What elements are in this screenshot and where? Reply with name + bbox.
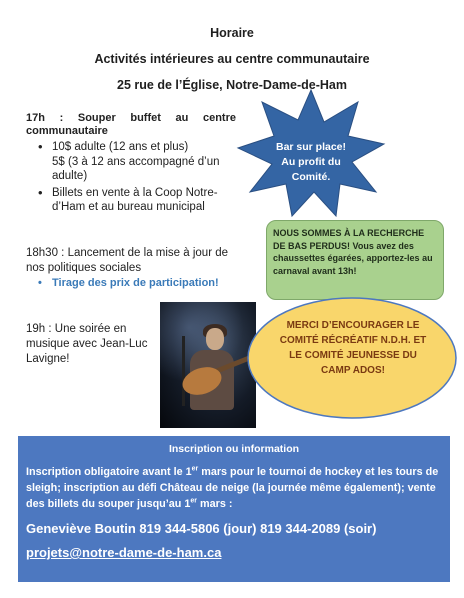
supper-title-cont: communautaire bbox=[26, 125, 108, 137]
info-body-sup1: er bbox=[191, 465, 199, 473]
tickets-info: • Billets en vente à la Coop Notre-d’Ham et au bureau municipal bbox=[40, 186, 236, 215]
info-body-part2: mars pour le tournoi de hockey et les tours de sleigh; inscription au défi Château de neige (la journée même également); vente des billets du souper jusqu’au 1 bbox=[26, 466, 439, 510]
starburst-line2: Au profit du bbox=[281, 156, 341, 168]
evening-text: 19h : Une soirée en musique avec Jean-Luc Lavigne! bbox=[26, 323, 148, 365]
info-body-part3: mars : bbox=[197, 498, 233, 510]
musician-photo bbox=[160, 302, 256, 428]
lost-items-box: NOUS SOMMES À LA RECHERCHE DE BAS PERDUS! Vous avez des chaussettes égarées, apportez-les au carnaval avant 13h! bbox=[266, 220, 444, 300]
info-title: Inscription ou information bbox=[168, 443, 300, 455]
info-panel bbox=[18, 436, 450, 582]
starburst-text bbox=[268, 140, 354, 185]
email-link[interactable]: projets@notre-dame-de-ham.ca bbox=[26, 545, 222, 560]
supper-heading bbox=[26, 112, 236, 125]
microphone-stand bbox=[182, 336, 185, 406]
price-adult: • 10$ adulte (12 ans et plus) bbox=[40, 140, 236, 155]
musician-head bbox=[206, 328, 224, 350]
contact-line: Geneviève Boutin 819 344-5806 (jour) 819 344-2089 (soir) bbox=[26, 521, 377, 536]
tickets-list bbox=[40, 186, 236, 215]
supper-list bbox=[40, 140, 236, 155]
supper-time: 17h : bbox=[26, 112, 64, 124]
header-title: Horaire bbox=[210, 26, 254, 40]
starburst-line1: Bar sur place! bbox=[275, 141, 347, 153]
policies-section bbox=[26, 246, 236, 291]
header-subtitle: Activités intérieures au centre communautaire bbox=[94, 52, 370, 66]
price-child: 5$ (3 à 12 ans accompagné d’un adulte) bbox=[52, 155, 220, 182]
header bbox=[0, 20, 464, 98]
supper-section bbox=[26, 112, 236, 215]
starburst-line3: Comité. bbox=[291, 171, 331, 183]
header-address: 25 rue de l’Église, Notre-Dame-de-Ham bbox=[117, 78, 347, 92]
prize-draw: • Tirage des prix de participation! bbox=[40, 276, 236, 291]
supper-title: Souper buffet au centre bbox=[77, 112, 236, 124]
policies-text: 18h30 : Lancement de la mise à jour de nos politiques sociales bbox=[26, 247, 229, 274]
info-body-sup2: er bbox=[190, 497, 198, 505]
info-body-part1: Inscription obligatoire avant le 1 bbox=[26, 466, 192, 478]
info-body bbox=[26, 464, 442, 512]
thanks-text: MERCI D’ENCOURAGER LE COMITÉ RÉCRÉATIF N.D.H. ET LE COMITÉ JEUNESSE DU CAMP ADOS! bbox=[279, 320, 427, 376]
